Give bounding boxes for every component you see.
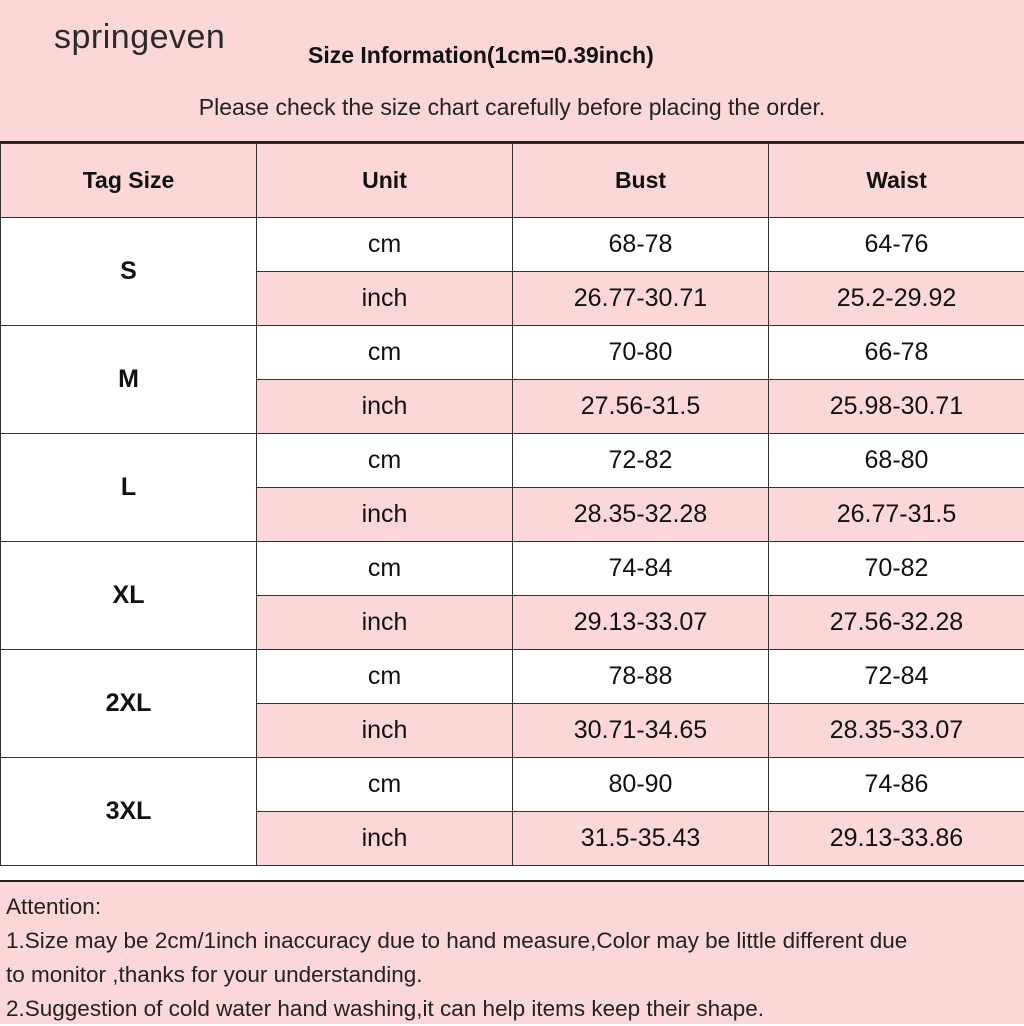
table-row [1,650,1024,704]
bust-cell: 72-82 [513,434,769,488]
bust-cell: 26.77-30.71 [513,272,769,326]
bust-cell: 27.56-31.5 [513,380,769,434]
header-waist: Waist [769,144,1024,218]
table-row [1,218,1024,272]
table-header-row [1,144,1024,218]
bust-cell: 80-90 [513,758,769,812]
table-row [1,758,1024,812]
brand-logo: springeven [54,18,225,57]
table-row [1,542,1024,596]
attention-note-1-line-2: to monitor ,thanks for your understanding. [6,958,1018,992]
waist-cell: 27.56-32.28 [769,596,1024,650]
waist-cell: 29.13-33.86 [769,812,1024,866]
waist-cell: 28.35-33.07 [769,704,1024,758]
header [0,0,1024,143]
bust-cell: 70-80 [513,326,769,380]
table-body [1,218,1024,866]
unit-cell: cm [257,758,513,812]
unit-cell: inch [257,380,513,434]
unit-cell: cm [257,542,513,596]
tag-size-cell: S [1,218,257,326]
attention-note-1-line-1: 1.Size may be 2cm/1inch inaccuracy due to hand measure,Color may be little different due [6,924,1018,958]
attention-box [0,880,1024,1024]
waist-cell: 74-86 [769,758,1024,812]
bust-cell: 31.5-35.43 [513,812,769,866]
unit-cell: inch [257,704,513,758]
tag-size-cell: 2XL [1,650,257,758]
header-tag-size: Tag Size [1,144,257,218]
unit-cell: cm [257,218,513,272]
waist-cell: 64-76 [769,218,1024,272]
unit-cell: inch [257,596,513,650]
bust-cell: 30.71-34.65 [513,704,769,758]
tag-size-cell: 3XL [1,758,257,866]
tag-size-cell: L [1,434,257,542]
waist-cell: 72-84 [769,650,1024,704]
waist-cell: 68-80 [769,434,1024,488]
bust-cell: 74-84 [513,542,769,596]
page-title: Size Information(1cm=0.39inch) [308,42,654,69]
bust-cell: 29.13-33.07 [513,596,769,650]
unit-cell: inch [257,812,513,866]
unit-cell: cm [257,650,513,704]
table-row [1,434,1024,488]
header-bust: Bust [513,144,769,218]
bust-cell: 28.35-32.28 [513,488,769,542]
unit-cell: cm [257,434,513,488]
attention-note-2: 2.Suggestion of cold water hand washing,it can help items keep their shape. [6,992,1018,1026]
waist-cell: 70-82 [769,542,1024,596]
tag-size-cell: M [1,326,257,434]
size-table [0,143,1024,866]
waist-cell: 26.77-31.5 [769,488,1024,542]
header-unit: Unit [257,144,513,218]
waist-cell: 25.2-29.92 [769,272,1024,326]
bust-cell: 78-88 [513,650,769,704]
table-row [1,326,1024,380]
unit-cell: inch [257,272,513,326]
tag-size-cell: XL [1,542,257,650]
bust-cell: 68-78 [513,218,769,272]
attention-title: Attention: [6,890,1018,924]
unit-cell: cm [257,326,513,380]
unit-cell: inch [257,488,513,542]
notice-text: Please check the size chart carefully before placing the order. [0,94,1024,121]
waist-cell: 66-78 [769,326,1024,380]
waist-cell: 25.98-30.71 [769,380,1024,434]
